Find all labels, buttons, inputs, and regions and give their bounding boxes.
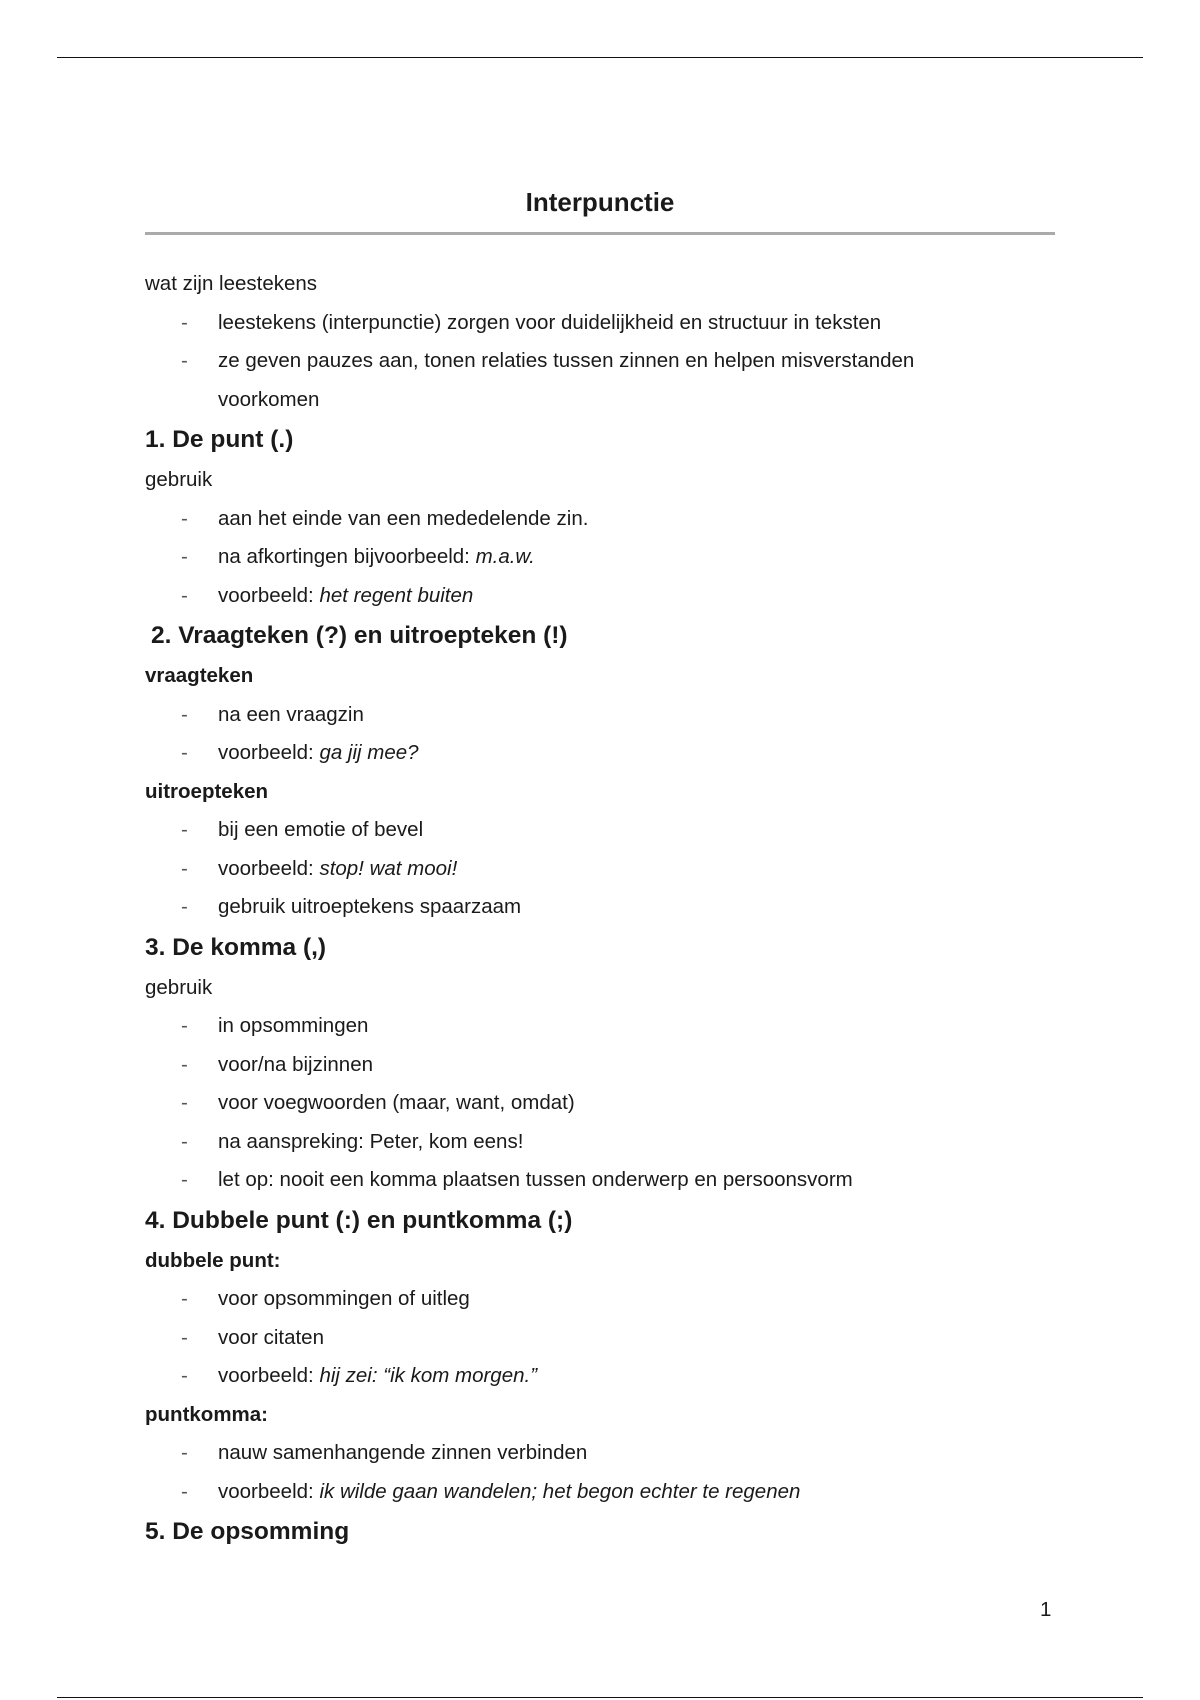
punt-bullets (145, 500, 1075, 616)
document-title: Interpunctie (525, 187, 675, 217)
list-item: - voorbeeld: het regent buiten (145, 577, 1075, 616)
list-item: - voorbeeld: stop! wat mooi! (145, 850, 1075, 889)
dash-icon: - (181, 506, 188, 530)
dash-icon: - (181, 1441, 188, 1464)
list-item: - bij een emotie of bevel (145, 811, 1075, 850)
section-heading-komma: 3. De komma (,) (145, 933, 327, 961)
dash-icon: - (181, 1014, 188, 1037)
dubbele-punt-bullets (145, 1280, 1075, 1396)
list-item: - in opsommingen (145, 1007, 1075, 1046)
list-item: - na aanspreking: Peter, kom eens! (145, 1123, 1075, 1162)
dash-icon: - (181, 1168, 188, 1191)
section-label: gebruik (145, 468, 213, 491)
section-heading-punt: 1. De punt (.) (145, 426, 294, 453)
vraagteken-bullets (145, 696, 1075, 773)
section-label: gebruik (145, 975, 213, 999)
document-body (145, 265, 1075, 1553)
page-number: 1 (1040, 1598, 1052, 1621)
page-top-rule (57, 57, 1143, 58)
list-item: - voor/na bijzinnen (145, 1046, 1075, 1085)
subheading-uitroepteken: uitroepteken (145, 779, 269, 803)
section-heading-opsomming: 5. De opsomming (145, 1518, 350, 1545)
list-item: - voorbeeld: hij zei: “ik kom morgen.” (145, 1357, 1075, 1396)
dash-icon: - (181, 1479, 188, 1503)
dash-icon: - (181, 741, 188, 764)
dash-icon: - (181, 1091, 188, 1114)
subheading-puntkomma: puntkomma: (145, 1402, 268, 1426)
dash-icon: - (181, 895, 188, 918)
dash-icon: - (181, 310, 188, 334)
list-item: - voor opsommingen of uitleg (145, 1280, 1075, 1319)
list-item: - gebruik uitroeptekens spaarzaam (145, 888, 1075, 927)
subheading-vraagteken: vraagteken (145, 664, 254, 687)
list-item: - voorbeeld: ga jij mee? (145, 734, 1075, 773)
list-item: - let op: nooit een komma plaatsen tussen onderwerp en persoonsvorm (145, 1161, 1075, 1200)
intro-bullets (145, 304, 1075, 420)
dash-icon: - (181, 1129, 188, 1153)
komma-bullets (145, 1007, 1075, 1200)
dash-icon: - (181, 1325, 188, 1349)
dash-icon: - (181, 818, 188, 841)
title-underline (145, 232, 1055, 235)
list-item: - aan het einde van een mededelende zin. (145, 500, 1075, 539)
dash-icon: - (181, 1052, 188, 1076)
dash-icon: - (181, 702, 188, 726)
list-item: - ze geven pauzes aan, tonen relaties tussen zinnen en helpen misverstanden (145, 342, 1075, 381)
list-item: - voor voegwoorden (maar, want, omdat) (145, 1084, 1075, 1123)
list-item: - leestekens (interpunctie) zorgen voor duidelijkheid en structuur in teksten (145, 304, 1075, 343)
dash-icon: - (181, 583, 188, 607)
list-item: - voorbeeld: ik wilde gaan wandelen; het begon echter te regenen (145, 1473, 1075, 1512)
puntkomma-bullets (145, 1434, 1075, 1511)
page-bottom-rule (57, 1697, 1143, 1698)
dash-icon: - (181, 1287, 188, 1310)
list-item: - voor citaten (145, 1319, 1075, 1358)
dash-icon: - (181, 856, 188, 880)
dash-icon: - (181, 349, 188, 372)
list-item: - nauw samenhangende zinnen verbinden (145, 1434, 1075, 1473)
list-item: - na een vraagzin (145, 696, 1075, 735)
list-item: - na afkortingen bijvoorbeeld: m.a.w. (145, 538, 1075, 577)
dash-icon: - (181, 1364, 188, 1387)
dash-icon: - (181, 545, 188, 568)
list-item-continuation: voorkomen (218, 387, 320, 411)
section-heading-vraagteken: 2. Vraagteken (?) en uitroepteken (!) (151, 622, 568, 649)
section-heading-dubbele-punt: 4. Dubbele punt (:) en puntkomma (;) (145, 1206, 573, 1234)
intro-text: wat zijn leestekens (145, 272, 318, 295)
uitroepteken-bullets (145, 811, 1075, 927)
subheading-dubbele-punt: dubbele punt: (145, 1248, 281, 1272)
